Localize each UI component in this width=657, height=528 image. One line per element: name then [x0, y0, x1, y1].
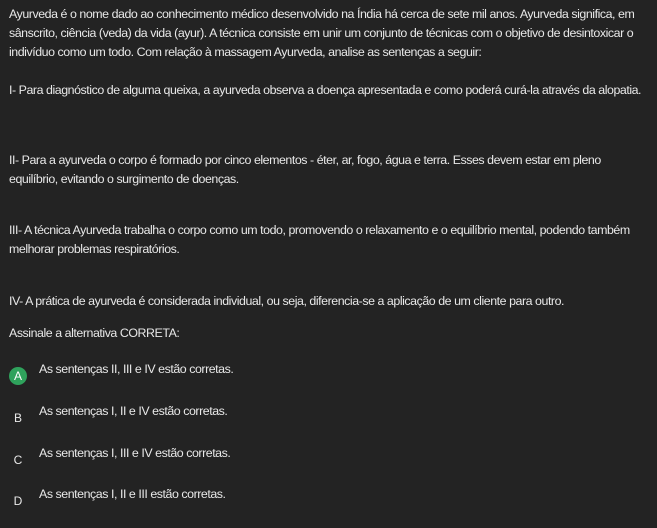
- option-d[interactable]: [9, 485, 629, 513]
- option-b-letter[interactable]: B: [13, 411, 22, 425]
- question-intro: Ayurveda é o nome dado ao conhecimento médico desenvolvido na Índia há cerca de sete mil anos. Ayurveda significa, em sânscrito, ciência (veda) da vida (ayur). A técnica consiste em unir um conjunto de técnicas com o objetivo de desintoxicar o indivíduo como um todo. Com relação à massagem Ayurveda, analise as sentenças a seguir:: [9, 7, 635, 59]
- statement-3: III- A técnica Ayurveda trabalha o corpo como um todo, promovendo o relaxamento e o equilíbrio mental, podendo também melhorar problemas respiratórios.: [9, 223, 630, 256]
- question-block: [9, 5, 649, 340]
- option-c[interactable]: [9, 444, 629, 472]
- option-c-text[interactable]: As sentenças I, III e IV estão corretas.: [39, 446, 231, 460]
- option-a-letter[interactable]: A: [9, 367, 27, 385]
- question-instruction: Assinale a alternativa CORRETA:: [9, 326, 180, 340]
- option-b[interactable]: [9, 402, 629, 430]
- option-c-letter[interactable]: C: [13, 453, 23, 467]
- statement-1: I- Para diagnóstico de alguma queixa, a ayurveda observa a doença apresentada e como poderá curá-la através da alopatia.: [9, 83, 642, 97]
- statement-2: II- Para a ayurveda o corpo é formado por cinco elementos - éter, ar, fogo, água e terra. Esses devem estar em pleno equilíbrio, evitando o surgimento de doenças.: [9, 153, 601, 186]
- option-b-text[interactable]: As sentenças I, II e IV estão corretas.: [39, 404, 228, 418]
- option-d-letter[interactable]: D: [13, 494, 23, 508]
- option-a-text[interactable]: As sentenças II, III e IV estão corretas.: [39, 362, 234, 376]
- option-d-text[interactable]: As sentenças I, II e III estão corretas.: [39, 487, 226, 501]
- statement-4: IV- A prática de ayurveda é considerada individual, ou seja, diferencia-se a aplicação de um cliente para outro.: [9, 294, 565, 308]
- option-a[interactable]: [9, 360, 629, 388]
